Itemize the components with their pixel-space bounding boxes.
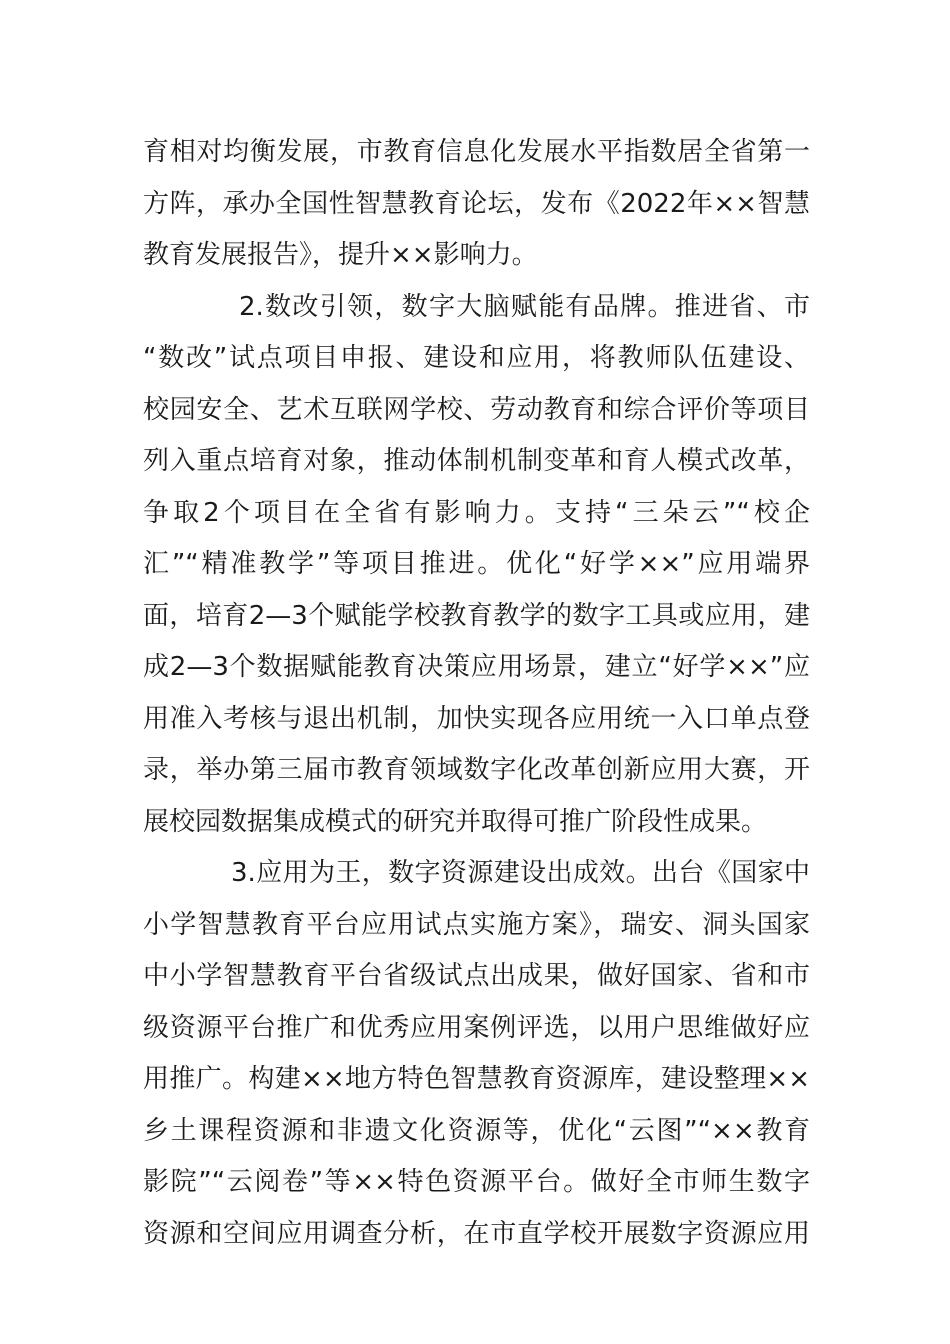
text-line: 方阵，承办全国性智慧教育论坛，发布《2022年××智慧 [143,188,810,219]
text-line: 资源和空间应用调查分析，在市直学校开展数字资源应用 [143,1218,810,1249]
paragraph-1 [143,127,810,282]
text-line: 级资源平台推广和优秀应用案例评选，以用户思维做好应 [143,1012,810,1043]
text-line: 面，培育2—3个赋能学校教育教学的数字工具或应用，建 [143,600,810,631]
body-text [143,127,810,1260]
text-line: 用推广。构建××地方特色智慧教育资源库，建设整理×× [143,1064,810,1094]
text-line: 校园安全、艺术互联网学校、劳动教育和综合评价等项目 [143,394,810,425]
text-line: 乡土课程资源和非遗文化资源等，优化“云图”“××教育 [143,1115,810,1146]
text-line: 汇”“精准教学”等项目推进。优化“好学××”应用端界 [143,549,810,579]
paragraph-heading-line: 3.应用为王，数字资源建设出成效。出台《国家中 [231,858,810,888]
paragraph-3 [143,848,810,1260]
text-line: “数改”试点项目申报、建设和应用，将教师队伍建设、 [143,343,810,373]
paragraph-2 [143,282,810,849]
text-line: 录，举办第三届市教育领域数字化改革创新应用大赛，开 [143,755,810,785]
text-line: 中小学智慧教育平台省级试点出成果，做好国家、省和市 [143,961,810,991]
text-line: 小学智慧教育平台应用试点实施方案》，瑞安、洞头国家 [143,909,810,940]
text-line: 育相对均衡发展，市教育信息化发展水平指数居全省第一 [143,137,810,167]
text-line: 列入重点培育对象，推动体制机制变革和育人模式改革， [143,446,810,476]
text-line: 争取2个项目在全省有影响力。支持“三朵云”“校企 [143,497,810,528]
text-line: 教育发展报告》，提升××影响力。 [143,240,538,270]
text-line: 成2—3个数据赋能教育决策应用场景，建立“好学××”应 [143,652,810,682]
text-line: 影院”“云阅卷”等××特色资源平台。做好全市师生数字 [143,1167,810,1197]
paragraph-heading-line: 2.数改引领，数字大脑赋能有品牌。推进省、市 [239,291,810,322]
text-line: 展校园数据集成模式的研究并取得可推广阶段性成果。 [143,806,768,837]
text-line: 用准入考核与退出机制，加快实现各应用统一入口单点登 [143,703,810,734]
